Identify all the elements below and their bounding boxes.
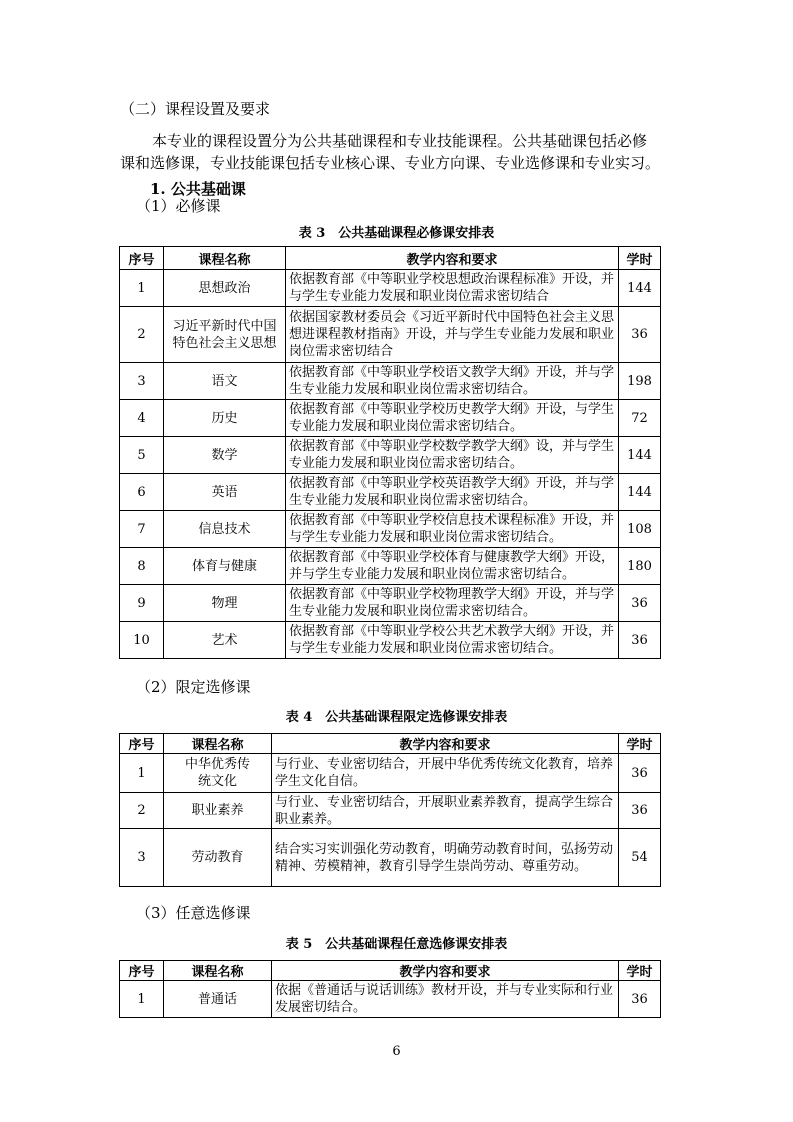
cell-name: 职业素养	[164, 793, 272, 829]
table5	[119, 960, 661, 1018]
cell-no: 5	[120, 437, 164, 474]
cell-content: 依据教育部《中等职业学校英语教学大纲》开设，并与学生专业能力发展和职业岗位需求密切结合。	[286, 474, 619, 511]
table4	[119, 733, 661, 887]
cell-content: 依据教育部《中等职业学校数学教学大纲》设，并与学生专业能力发展和职业岗位需求密切结合。	[286, 437, 619, 474]
table-row	[120, 400, 661, 437]
cell-no: 2	[120, 793, 164, 829]
cell-no: 3	[120, 363, 164, 400]
cell-content: 依据国家教材委员会《习近平新时代中国特色社会主义思想进课程教材指南》开设，并与学生专业能力发展和职业岗位需求密切结合	[286, 307, 619, 363]
cell-hours: 36	[619, 585, 661, 622]
cell-name: 物理	[164, 585, 286, 622]
cell-hours: 180	[619, 548, 661, 585]
section-heading: （二）课程设置及要求	[120, 100, 271, 118]
cell-hours: 36	[619, 307, 661, 363]
heading-limited: （2）限定选修课	[136, 678, 251, 696]
cell-hours: 72	[619, 400, 661, 437]
col-header-content: 教学内容和要求	[286, 247, 619, 270]
cell-content: 与行业、专业密切结合，开展中华优秀传统文化教育，培养学生文化自信。	[272, 754, 619, 793]
cell-name: 历史	[164, 400, 286, 437]
col-header-name: 课程名称	[164, 961, 272, 981]
table4-caption: 表 4 公共基础课程限定选修课安排表	[285, 710, 508, 725]
cell-no: 3	[120, 829, 164, 887]
cell-hours: 36	[619, 981, 661, 1018]
cell-content: 依据《普通话与说话训练》教材开设，并与专业实际和行业发展密切结合。	[272, 981, 619, 1018]
table5-header-row	[120, 961, 661, 981]
cell-name: 数学	[164, 437, 286, 474]
cell-hours: 36	[619, 754, 661, 793]
col-header-hours: 学时	[619, 734, 661, 754]
table-row	[120, 585, 661, 622]
table4-header-row	[120, 734, 661, 754]
heading-required: （1）必修课	[136, 197, 221, 215]
cell-no: 6	[120, 474, 164, 511]
table-row	[120, 363, 661, 400]
cell-no: 2	[120, 307, 164, 363]
cell-name: 中华优秀传统文化	[164, 754, 272, 793]
table3-caption: 表 3 公共基础课程必修课安排表	[298, 226, 495, 241]
table-row	[120, 981, 661, 1018]
cell-name: 语文	[164, 363, 286, 400]
intro-line-2: 课和选修课，专业技能课包括专业核心课、专业方向课、专业选修课和专业实习。	[120, 154, 661, 172]
col-header-no: 序号	[120, 961, 164, 981]
table5-caption: 表 5 公共基础课程任意选修课安排表	[285, 937, 508, 952]
table-row	[120, 829, 661, 887]
table-row	[120, 511, 661, 548]
table-row	[120, 437, 661, 474]
cell-no: 1	[120, 981, 164, 1018]
cell-no: 1	[120, 754, 164, 793]
cell-name: 思想政治	[164, 270, 286, 307]
heading-public-basic: 1. 公共基础课	[150, 180, 246, 198]
page-number: 6	[392, 1044, 401, 1059]
cell-content: 依据教育部《中等职业学校公共艺术教学大纲》开设，并与学生专业能力发展和职业岗位需求密切结合。	[286, 622, 619, 659]
col-header-no: 序号	[120, 734, 164, 754]
col-header-hours: 学时	[619, 961, 661, 981]
cell-hours: 144	[619, 437, 661, 474]
col-header-content: 教学内容和要求	[272, 961, 619, 981]
table-row	[120, 622, 661, 659]
table-row	[120, 474, 661, 511]
cell-content: 与行业、专业密切结合，开展职业素养教育，提高学生综合职业素养。	[272, 793, 619, 829]
cell-name: 习近平新时代中国特色社会主义思想	[164, 307, 286, 363]
table-row	[120, 307, 661, 363]
cell-no: 4	[120, 400, 164, 437]
table-row	[120, 270, 661, 307]
table-row	[120, 793, 661, 829]
cell-hours: 54	[619, 829, 661, 887]
intro-paragraph	[120, 130, 680, 174]
cell-name: 劳动教育	[164, 829, 272, 887]
cell-no: 1	[120, 270, 164, 307]
intro-line-1: 本专业的课程设置分为公共基础课程和专业技能课程。公共基础课包括必修	[152, 132, 648, 150]
cell-name: 信息技术	[164, 511, 286, 548]
table-row	[120, 754, 661, 793]
cell-no: 8	[120, 548, 164, 585]
cell-content: 依据教育部《中等职业学校历史教学大纲》开设，与学生专业能力发展和职业岗位需求密切结合。	[286, 400, 619, 437]
table-row	[120, 548, 661, 585]
cell-no: 7	[120, 511, 164, 548]
cell-name: 普通话	[164, 981, 272, 1018]
col-header-no: 序号	[120, 247, 164, 270]
cell-content: 依据教育部《中等职业学校信息技术课程标准》开设，并与学生专业能力发展和职业岗位需求密切结合。	[286, 511, 619, 548]
col-header-hours: 学时	[619, 247, 661, 270]
cell-name: 体育与健康	[164, 548, 286, 585]
col-header-content: 教学内容和要求	[272, 734, 619, 754]
col-header-name: 课程名称	[164, 247, 286, 270]
heading-optional: （3）任意选修课	[136, 904, 251, 922]
cell-hours: 36	[619, 622, 661, 659]
cell-content: 结合实习实训强化劳动教育，明确劳动教育时间，弘扬劳动精神、劳模精神，教育引导学生崇尚劳动、尊重劳动。	[272, 829, 619, 887]
table3	[119, 246, 661, 659]
table3-header-row	[120, 247, 661, 270]
cell-hours: 108	[619, 511, 661, 548]
cell-hours: 36	[619, 793, 661, 829]
cell-name: 艺术	[164, 622, 286, 659]
cell-hours: 144	[619, 270, 661, 307]
cell-hours: 198	[619, 363, 661, 400]
cell-hours: 144	[619, 474, 661, 511]
cell-content: 依据教育部《中等职业学校物理教学大纲》开设，并与学生专业能力发展和职业岗位需求密切结合。	[286, 585, 619, 622]
cell-no: 9	[120, 585, 164, 622]
col-header-name: 课程名称	[164, 734, 272, 754]
cell-content: 依据教育部《中等职业学校体育与健康教学大纲》开设，并与学生专业能力发展和职业岗位需求密切结合。	[286, 548, 619, 585]
cell-no: 10	[120, 622, 164, 659]
cell-name: 英语	[164, 474, 286, 511]
cell-content: 依据教育部《中等职业学校思想政治课程标准》开设，并与学生专业能力发展和职业岗位需求密切结合	[286, 270, 619, 307]
cell-content: 依据教育部《中等职业学校语文教学大纲》开设，并与学生专业能力发展和职业岗位需求密切结合。	[286, 363, 619, 400]
